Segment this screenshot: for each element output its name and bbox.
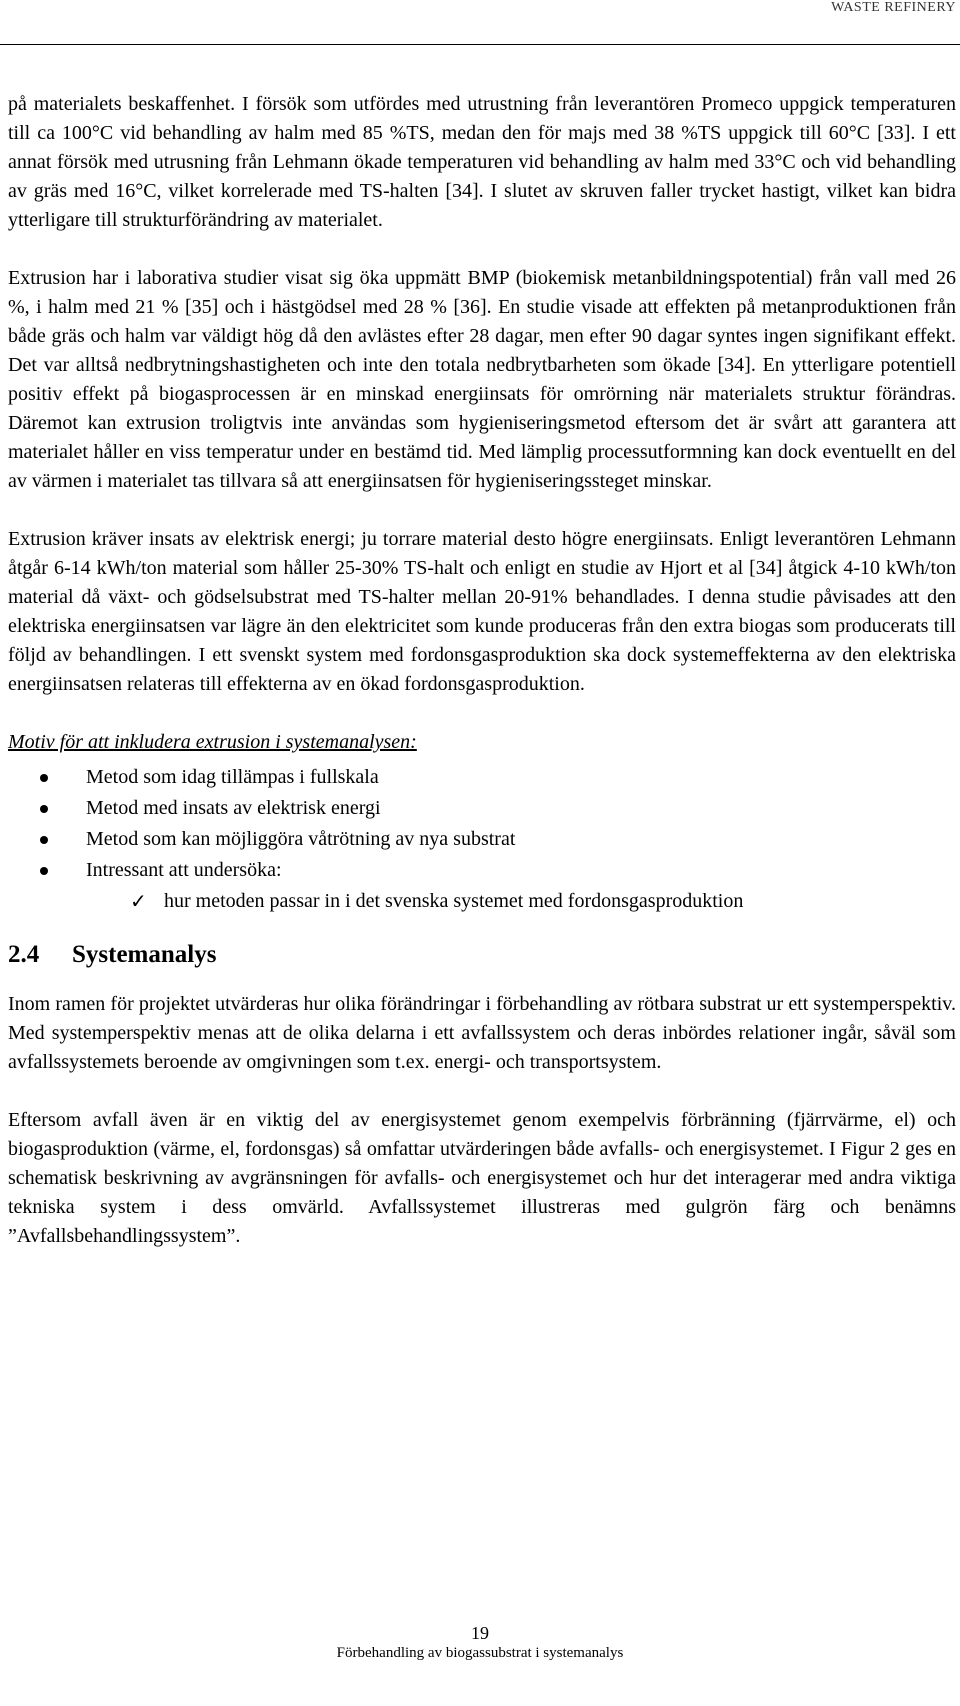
paragraph-bmp: Extrusion har i laborativa studier visat sig öka uppmätt BMP (biokemisk metanbildningspotential) från vall med 26 %, i halm med 21 % [35] och i hästgödsel med 28 % [36]. En studie visade att effekten på metanproduktionen från både gräs och halm var väldigt hög då den avlästes efter 28 dagar, men efter 90 dagar syntes ingen signifikant effekt. Det var alltså nedbrytningshastigheten och inte den totala nedbrytbarheten som ökade [34]. En ytterligare potentiell positiv effekt på biogasprocessen är en minskad energiinsats för omrörning när materialets struktur förändras. Däremot kan extrusion troligtvis inte användas som hygieniseringsmetod eftersom det är svårt att garantera att materialet håller en viss temperatur under en bestämd tid. Med lämplig processutformning kan dock eventuellt en del av värmen i materialet tas tillvara så att energiinsatsen för hygieniseringssteget minskar. xyxy=(8,267,956,492)
bullet-text: Metod som kan möjliggöra våtrötning av nya substrat xyxy=(86,828,516,850)
list-item xyxy=(8,824,956,855)
paragraph-systemanalys-intro: Inom ramen för projektet utvärderas hur olika förändringar i förbehandling av rötbara substrat ur ett systemperspektiv. Med systemperspektiv menas att de olika delarna i ett avfallssystem och deras inbördes relationer ingår, såväl som avfallssystemets beroende av omgivningen som t.ex. energi- och transportsystem. xyxy=(8,993,956,1073)
bullet-icon xyxy=(40,805,48,813)
footer-title: Förbehandling av biogassubstrat i systemanalys xyxy=(336,1645,624,1661)
check-text: hur metoden passar in i det svenska systemet med fordonsgasproduktion xyxy=(164,890,744,912)
list-item xyxy=(8,762,956,793)
section-number: 2.4 xyxy=(8,941,40,968)
bullet-text: Metod som idag tillämpas i fullskala xyxy=(86,766,379,788)
motiv-heading: Motiv för att inkludera extrusion i systemanalysen: xyxy=(8,731,417,753)
bullet-icon xyxy=(40,774,48,782)
paragraph-systemanalys-scope: Eftersom avfall även är en viktig del av energisystemet genom exempelvis förbränning (fjärrvärme, el) och biogasproduktion (värme, el, fordonsgas) så omfattar utvärderingen både avfalls- och energisystemet. I Figur 2 ges en schematisk beskrivning av avgränsningen för avfalls- och energisystemet och hur det interagerar med andra viktiga tekniska system i dess omvärld. Avfallssystemet illustreras med gulgrön färg och benämns ”Avfallsbehandlingssystem”. xyxy=(8,1109,956,1247)
list-item xyxy=(8,793,956,824)
paragraph-energy: Extrusion kräver insats av elektrisk energi; ju torrare material desto högre energiinsats. Enligt leverantören Lehmann åtgår 6-14 kWh/ton material som håller 25-30% TS-halt och enligt en studie av Hjort et al [34] åtgick 4-10 kWh/ton material då växt- och gödselsubstrat med TS-halter mellan 20-91% behandlades. I denna studie påvisades att den elektriska energiinsatsen var lägre än den elektricitet som kunde produceras från den extra biogas som producerats till följd av behandlingen. I ett svenskt system med fordonsgasproduktion ska dock systemeffekterna av den elektriska energiinsatsen relateras till effekterna av en ökad fordonsgasproduktion. xyxy=(8,528,956,695)
page-footer xyxy=(0,1623,960,1663)
list-item xyxy=(8,855,956,886)
section-title: Systemanalys xyxy=(72,941,217,968)
bullet-text: Intressant att undersöka: xyxy=(86,859,282,881)
paragraph-temperature: på materialets beskaffenhet. I försök som utfördes med utrustning från leverantören Promeco uppgick temperaturen till ca 100°C vid behandling av halm med 85 %TS, medan den för majs med 38 %TS uppgick till 60°C [33]. I ett annat försök med utrusning från Lehmann ökade temperaturen vid behandling av halm med 33°C och vid behandling av gräs med 16°C, vilket korrelerade med TS-halten [34]. I slutet av skruven faller trycket hastigt, vilket kan bidra ytterligare till strukturförändring av materialet. xyxy=(8,93,956,231)
motiv-check-list xyxy=(8,886,956,917)
bullet-icon xyxy=(40,867,48,875)
header-title: WASTE REFINERY xyxy=(831,0,956,15)
header-rule xyxy=(0,44,960,45)
checkmark-icon: ✓ xyxy=(130,889,147,913)
section-heading xyxy=(8,939,956,971)
motiv-bullet-list xyxy=(8,762,956,886)
bullet-text: Metod med insats av elektrisk energi xyxy=(86,797,381,819)
page-number: 19 xyxy=(471,1623,489,1643)
list-item xyxy=(8,886,956,917)
bullet-icon xyxy=(40,836,48,844)
page-header xyxy=(0,0,960,28)
page-content xyxy=(8,90,956,1280)
